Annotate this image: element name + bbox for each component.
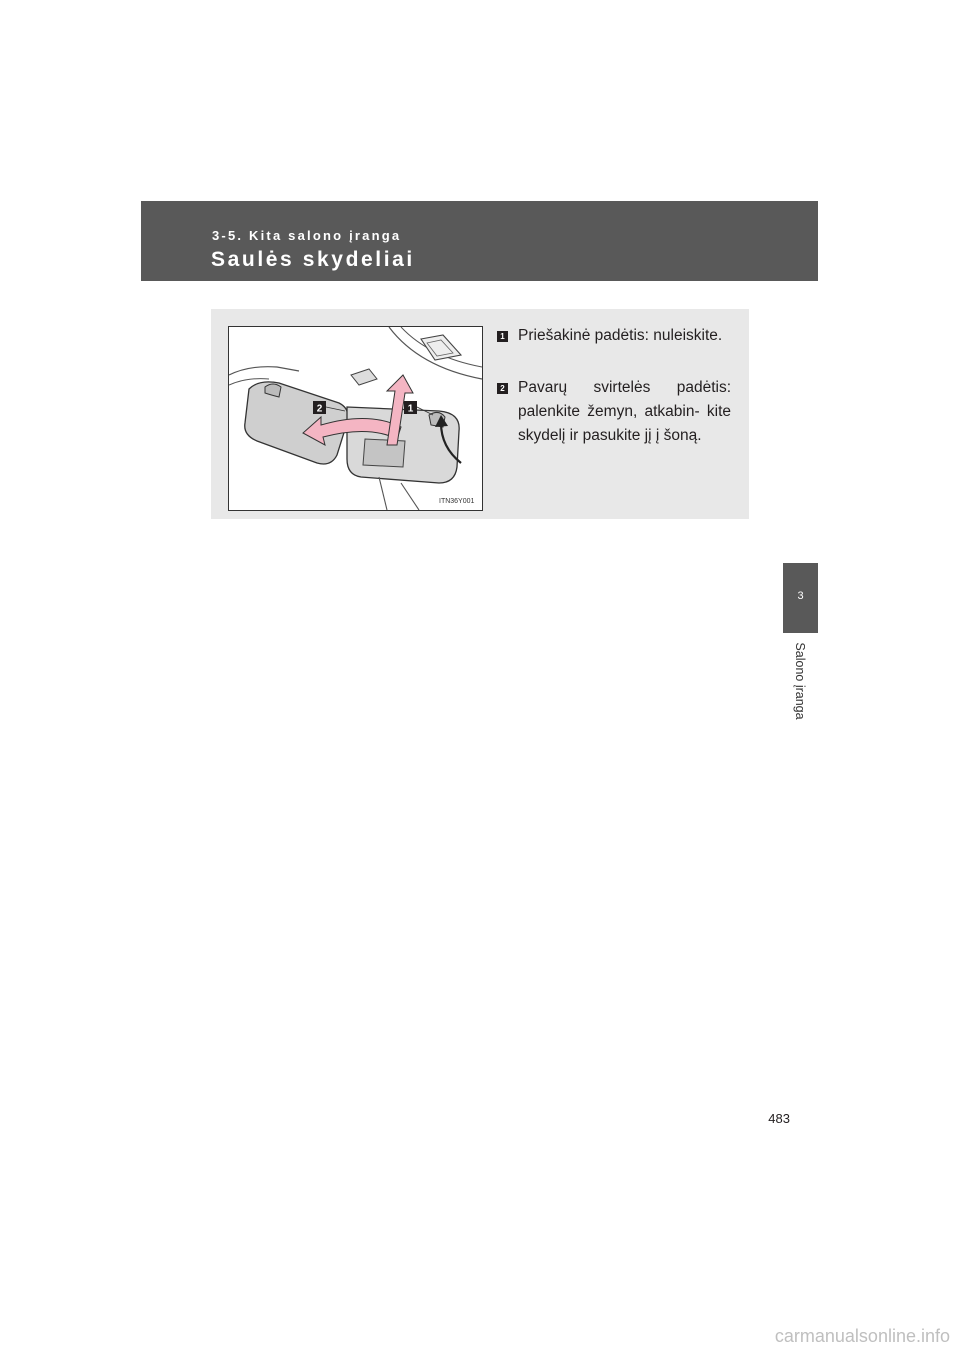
sun-visor-illustration bbox=[228, 326, 483, 511]
callout-2: 2 bbox=[316, 403, 323, 415]
item-text: Pavarų svirtelės padėtis: palenkite žemyn, atkabin- kite skydelį ir pasukite jį į šoną. bbox=[518, 379, 731, 444]
content-box bbox=[211, 309, 749, 519]
item-marker: 2 bbox=[497, 383, 508, 394]
watermark: carmanualsonline.info bbox=[774, 1326, 950, 1346]
section-title: 3-5. Kita salono įranga bbox=[212, 228, 402, 243]
figure-code: ITN36Y001 bbox=[439, 498, 475, 505]
chapter-tab bbox=[783, 563, 818, 633]
page-title: Saulės skydeliai bbox=[211, 248, 415, 271]
item-text: Priešakinė padėtis: nuleiskite. bbox=[518, 327, 723, 344]
page-number: 483 bbox=[768, 1111, 790, 1126]
section-header bbox=[141, 201, 818, 281]
list-item bbox=[499, 376, 731, 448]
callout-1: 1 bbox=[407, 403, 414, 415]
chapter-number: 3 bbox=[797, 590, 804, 602]
list-item bbox=[499, 324, 731, 348]
item-marker: 1 bbox=[497, 331, 508, 342]
chapter-label: Salono įranga bbox=[793, 642, 807, 720]
sun-visor-drawing bbox=[229, 327, 482, 510]
